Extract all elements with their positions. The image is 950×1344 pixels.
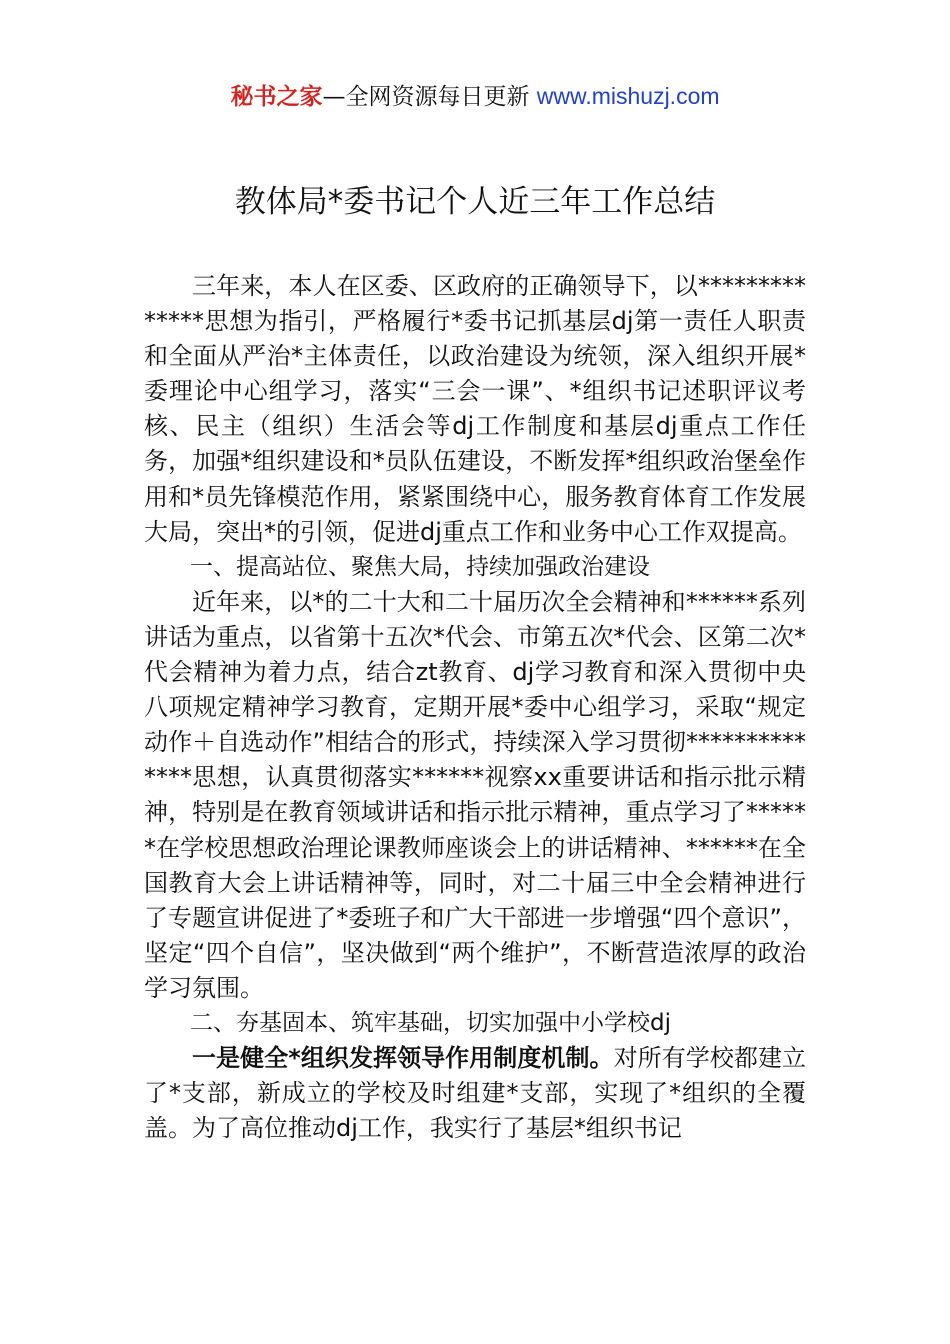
section-1-paragraph: 近年来，以*的二十大和二十届历次全会精神和******系列讲话为重点，以省第十五次*代会、市第五次*代会、区第二次*代会精神为着力点，结合zt教育、dj学习教育和深入贯彻中央八项规定精神学习教育，定期开展*委中心组学习，采取“规定动作＋自选动作”相结合的形式，持续深入学习贯彻**************思想，认真贯彻落实******视察xx重要讲话和指示批示精神，特别是在教育领域讲话和指示批示精神，重点学习了******在学校思想政治理论课教师座谈会上的讲话精神、******在全国教育大会上讲话精神等，同时，对二十届三中全会精神进行了专题宣讲促进了*委班子和广大干部进一步增强“四个意识”，坚定“四个自信”，坚决做到“两个维护”，不断营造浓厚的政治学习氛围。 (144, 587, 806, 1002)
site-url-link[interactable]: www.mishuzj.com (536, 83, 720, 109)
header-dash: — (322, 84, 346, 110)
section-heading-2: 二、夯基固本、筑牢基础，切实加强中小学校dj (190, 1009, 671, 1036)
intro-paragraph: 三年来，本人在区委、区政府的正确领导下，以**************思想为指引，严格履行*委书记抓基层dj第一责任人职责和全面从严治*主体责任，以政治建设为统领，深入组织开展*委理论中心组学习，落实“三会一课”、*组织书记述职评议考核、民主（组织）生活会等dj工作制度和基层dj重点工作任务，加强*组织建设和*员队伍建设，不断发挥*组织政治堡垒作用和*员先锋模范作用，紧紧围绕中心，服务教育体育工作发展大局，突出*的引领，促进dj重点工作和业务中心工作双提高。 (144, 272, 806, 546)
site-brand: 秘书之家 (230, 84, 323, 110)
paragraph-text: 对所有学校都建立了*支部，新成立的学校及时组建*支部，实现了*组织的全覆盖。为了高位推动dj工作，我实行了基层*组织书记 (144, 1044, 806, 1143)
site-header (0, 80, 950, 113)
document-title: 教体局*委书记个人近三年工作总结 (234, 184, 716, 220)
section-heading-1: 一、提高站位、聚焦大局，持续加强政治建设 (190, 553, 650, 580)
paragraph-lead-bold: 一是健全*组织发挥领导作用制度机制。 (192, 1044, 614, 1073)
site-slogan: 全网资源每日更新 (345, 84, 537, 110)
document-body (144, 269, 806, 1146)
section-2-paragraph (144, 1041, 806, 1146)
